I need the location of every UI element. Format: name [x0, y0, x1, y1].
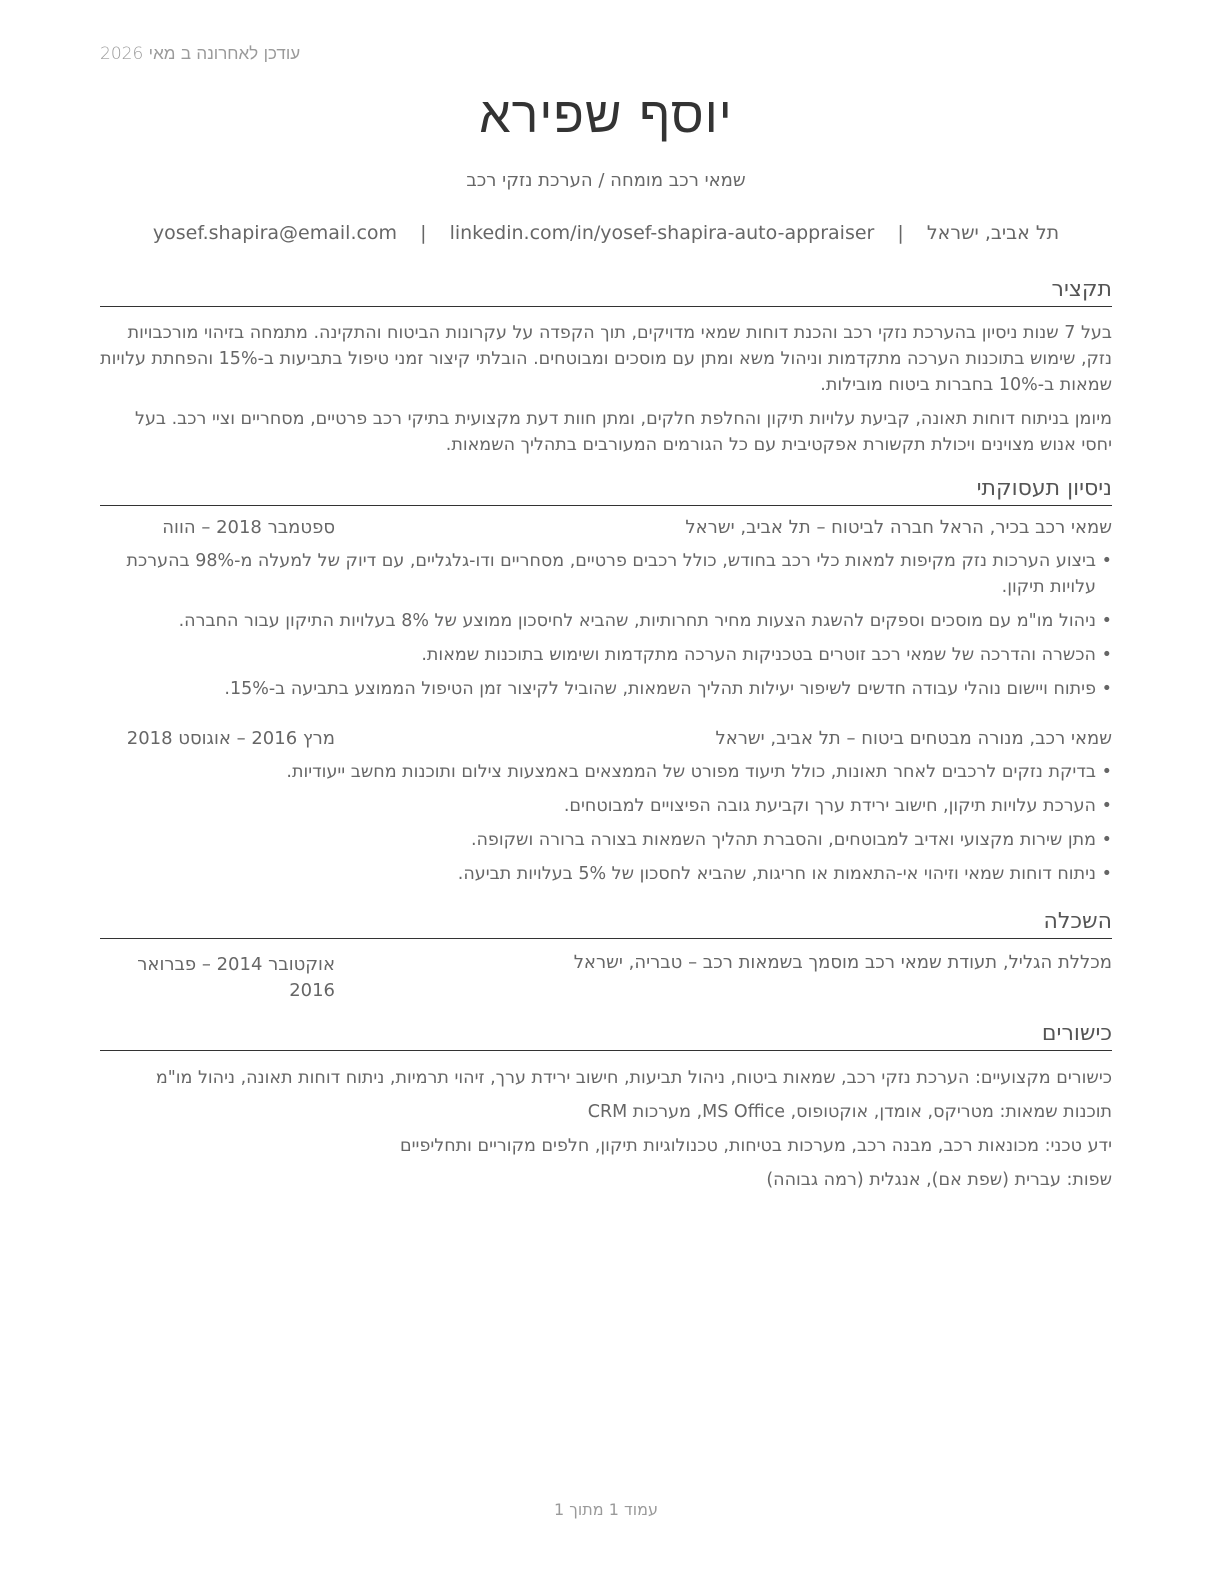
job-bullets — [100, 759, 1112, 895]
page-number: עמוד 1 מתוך 1 — [554, 1500, 658, 1519]
candidate-name: יוסף שפירא — [479, 86, 733, 144]
skills-line: ידע טכני: מכונאות רכב, מבנה רכב, מערכות בטיחות, טכנולוגיות תיקון, חלפים מקוריים ותחליפיים — [400, 1136, 1112, 1156]
experience-heading: ניסיון תעסוקתי — [100, 475, 1112, 506]
contact-location: תל אביב, ישראל — [926, 222, 1060, 244]
list-item: • פיתוח ויישום נוהלי עבודה חדשים לשיפור יעילות תהליך השמאות, שהוביל לקיצור זמן הטיפול הממוצע בתביעה ב-15%. — [100, 676, 1112, 702]
job-bullets — [100, 548, 1112, 710]
education-dates: אוקטובר 2014 – פברואר 2016 — [137, 954, 335, 1001]
list-item: • ניתוח דוחות שמאי וזיהוי אי-התאמות או חריגות, שהביא לחסכון של 5% בעלויות תביעה. — [100, 861, 1112, 887]
contact-separator: | — [897, 222, 904, 244]
skills-heading: כישורים — [100, 1020, 1112, 1051]
skills-line: כישורים מקצועיים: הערכת נזקי רכב, שמאות ביטוח, ניהול תביעות, חישוב ירידת ערך, זיהוי תרמיות, ניתוח דוחות תאונה, ניהול מו"מ — [155, 1068, 1112, 1088]
candidate-subtitle: שמאי רכב מומחה / הערכת נזקי רכב — [466, 170, 746, 191]
summary-paragraph-1: בעל 7 שנות ניסיון בהערכת נזקי רכב והכנת דוחות שמאי מדויקים, תוך הקפדה על עקרונות הביטוח והתקינה. מתמחה בזיהוי מורכבויות נזק, שימוש בתוכנות הערכה מתקדמות וניהול משא ומתן עם מוסכים ומבוטחים. הובלתי קיצור זמני טיפול בתביעות ב-15% והפחתת עלויות שמאות ב-10% בחברות ביטוח מובילות. — [100, 323, 1112, 395]
summary-heading: תקציר — [100, 276, 1112, 307]
list-item: • ביצוע הערכות נזק מקיפות למאות כלי רכב בחודש, כולל רכבים פרטיים, מסחריים ודו-גלגליים, עם דיוק של למעלה מ-98% בהערכת עלויות תיקון. — [100, 548, 1112, 600]
list-item: • ניהול מו"מ עם מוסכים וספקים להשגת הצעות מחיר תחרותיות, שהביא לחיסכון ממוצע של 8% בעלויות התיקון עבור החברה. — [100, 608, 1112, 634]
contact-line — [100, 222, 1112, 244]
last-updated: עודכן לאחרונה ב מאי 2026 — [100, 44, 301, 64]
list-item: • מתן שירות מקצועי ואדיב למבוטחים, והסברת תהליך השמאות בצורה ברורה ושקופה. — [100, 827, 1112, 853]
contact-linkedin[interactable]: linkedin.com/in/yosef-shapira-auto-appraiser — [449, 222, 875, 244]
skills-line: תוכנות שמאות: מטריקס, אומדן, אוקטופוס, MS Office, מערכות CRM — [587, 1102, 1112, 1122]
education-item: מכללת הגליל, תעודת שמאי רכב מוסמך בשמאות רכב – טבריה, ישראל — [573, 952, 1112, 973]
list-item: • הכשרה והדרכה של שמאי רכב זוטרים בטכניקות הערכה מתקדמות ושימוש בתוכנות שמאות. — [100, 642, 1112, 668]
contact-email[interactable]: yosef.shapira@email.com — [152, 222, 398, 244]
education-heading: השכלה — [100, 908, 1112, 939]
summary-paragraph-2: מיומן בניתוח דוחות תאונה, קביעת עלויות תיקון והחלפת חלקים, ומתן חוות דעת מקצועית בתיקי רכב פרטיים, מסחריים וציי רכב. בעל יחסי אנוש מצוינים ויכולת תקשורת אפקטיבית עם כל הגורמים המעורבים בתהליך השמאות. — [135, 409, 1112, 455]
job-header — [100, 517, 1112, 543]
job-header — [100, 728, 1112, 754]
resume-page — [100, 0, 1112, 1584]
job-title: שמאי רכב, מנורה מבטחים ביטוח – תל אביב, ישראל — [715, 728, 1112, 749]
job-dates: מרץ 2016 – אוגוסט 2018 — [126, 728, 335, 749]
list-item: • בדיקת נזקים לרכבים לאחר תאונות, כולל תיעוד מפורט של הממצאים באמצעות צילום ותוכנות מחשב ייעודיות. — [100, 759, 1112, 785]
contact-separator: | — [420, 222, 427, 244]
job-title: שמאי רכב בכיר, הראל חברה לביטוח – תל אביב, ישראל — [685, 517, 1112, 538]
education-entry — [100, 952, 1112, 1006]
list-item: • הערכת עלויות תיקון, חישוב ירידת ערך וקביעת גובה הפיצויים למבוטחים. — [100, 793, 1112, 819]
skills-line: שפות: עברית (שפת אם), אנגלית (רמה גבוהה) — [766, 1170, 1112, 1190]
skills-list — [100, 1065, 1112, 1201]
job-dates: ספטמבר 2018 – הווה — [162, 517, 335, 538]
